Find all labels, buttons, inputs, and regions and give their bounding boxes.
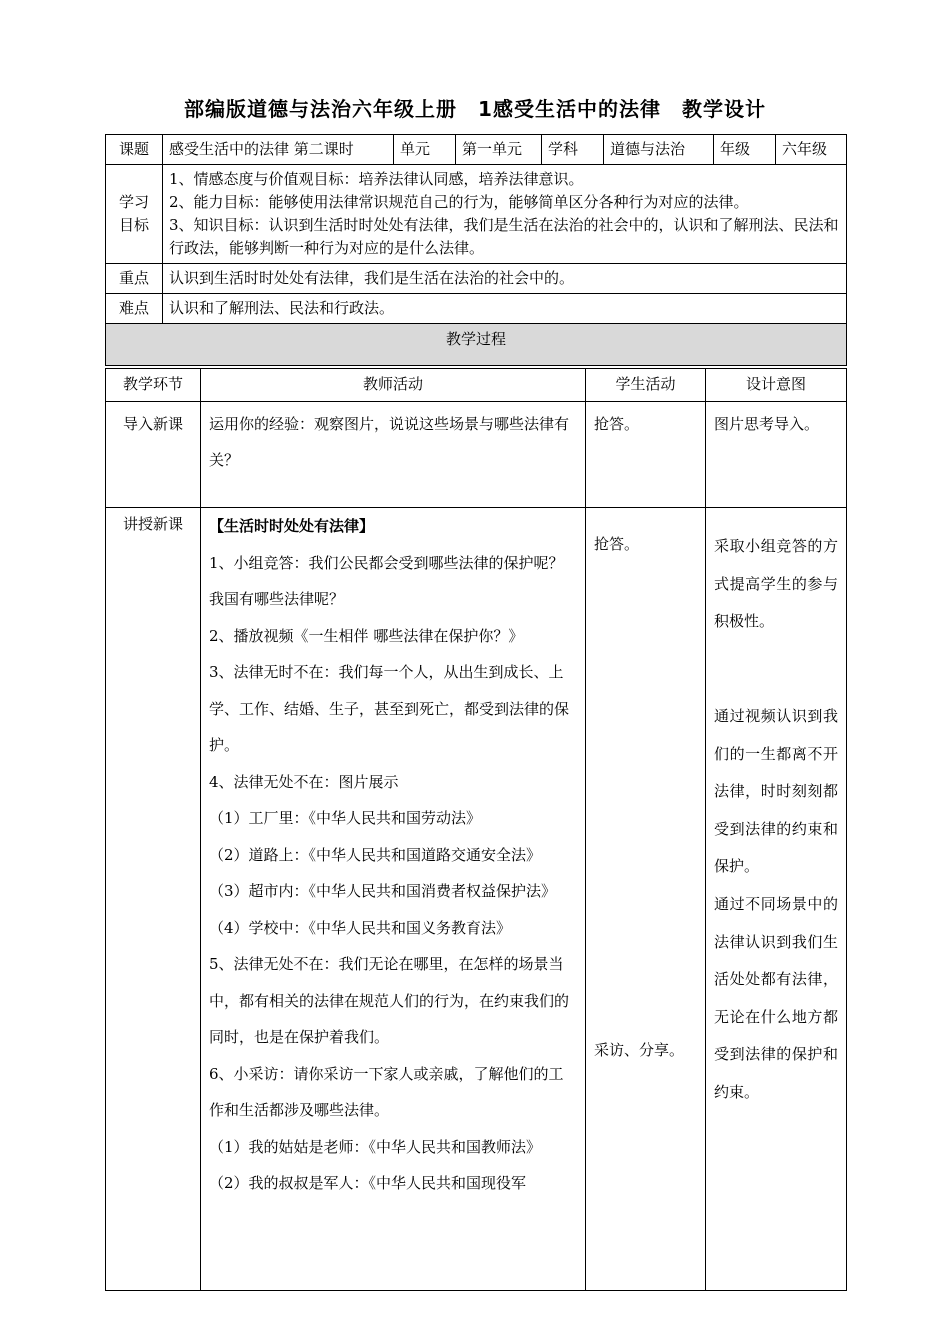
teacher-cell: 【生活时时处处有法律】 1、小组竞答：我们公民都会受到哪些法律的保护呢？我国有哪些法律呢？ 2、播放视频《一生相伴 哪些法律在保护你？》 3、法律无时不在：我们每一个人，从出生到成长、上学、工作、结婚、生子，甚至到死亡，都受到法律的保护。 4、法律无处不在：图片展示 （1）工厂里：《中华人民共和国劳动法》 （2）道路上：《中华人民共和国道路交通安全法》 （3）超市内：《中华人民共和国消费者权益保护法》 （4）学校中：《中华人民共和国义务教育法》 5、法律无处不在：我们无论在哪里，在怎样的场景当中，都有相关的法律在规范人们的行为，在约束我们的同时，也是在保护着我们。 6、小采访：请你采访一下家人或亲戚，了解他们的工作和生活都涉及哪些法律。 （1）我的姑姑是老师：《中华人民共和国教师法》 （2）我的叔叔是军人：《中华人民共和国现役军 [201,508,586,1291]
section-heading: 【生活时时处处有法律】 [209,517,375,535]
objective-item: 3、知识目标：认识到生活时时处处有法律，我们是生活在法治的社会中的，认识和了解刑法、民法和行政法，能够判断一种行为对应的是什么法律。 [169,216,839,257]
table-row [106,402,847,508]
objectives-row [106,165,847,264]
grade-label: 年级 [714,135,776,165]
course-label: 课题 [106,135,163,165]
objective-item: 2、能力目标：能够使用法律常识规范自己的行为，能够简单区分各种行为对应的法律。 [169,193,749,211]
process-columns-row [106,369,847,402]
process-header: 教学过程 [106,324,847,366]
stage-cell: 导入新课 [106,402,201,508]
key-point-row [106,264,847,294]
subject-label: 学科 [542,135,604,165]
process-header-row [106,324,847,366]
student-cell: 抢答。 [586,402,706,508]
unit-label: 单元 [394,135,456,165]
unit-value: 第一单元 [456,135,542,165]
grade-value: 六年级 [776,135,847,165]
key-point-label: 重点 [106,264,163,294]
stage-cell: 讲授新课 [106,508,201,1291]
student-cell: 抢答。 采访、分享。 [586,508,706,1291]
intent-cell: 采取小组竞答的方式提高学生的参与积极性。 通过视频认识到我们的一生都离不开法律，时时刻刻都受到法律的约束和保护。 通过不同场景中的法律认识到我们生活处处都有法律，无论在什么地方都受到法律的保护和约束。 [706,508,847,1291]
subject-value: 道德与法治 [604,135,714,165]
key-point-value: 认识到生活时时处处有法律，我们是生活在法治的社会中的。 [163,264,847,294]
process-table [105,368,847,1291]
column-header-student: 学生活动 [586,369,706,402]
course-value: 感受生活中的法律 第二课时 [163,135,394,165]
info-row [106,135,847,165]
table-row [106,508,847,1291]
page-title: 部编版道德与法治六年级上册 1感受生活中的法律 教学设计 [184,97,766,121]
column-header-intent: 设计意图 [706,369,847,402]
info-table [105,134,847,366]
intent-cell: 图片思考导入。 [706,402,847,508]
objective-item: 1、情感态度与价值观目标：培养法律认同感，培养法律意识。 [169,170,584,188]
column-header-stage: 教学环节 [106,369,201,402]
objectives-content [163,165,847,264]
teacher-cell: 运用你的经验：观察图片，说说这些场景与哪些法律有关？ [201,402,586,508]
difficulty-label: 难点 [106,294,163,324]
difficulty-row [106,294,847,324]
objectives-label: 学习 目标 [106,165,163,264]
column-header-teacher: 教师活动 [201,369,586,402]
difficulty-value: 认识和了解刑法、民法和行政法。 [163,294,847,324]
